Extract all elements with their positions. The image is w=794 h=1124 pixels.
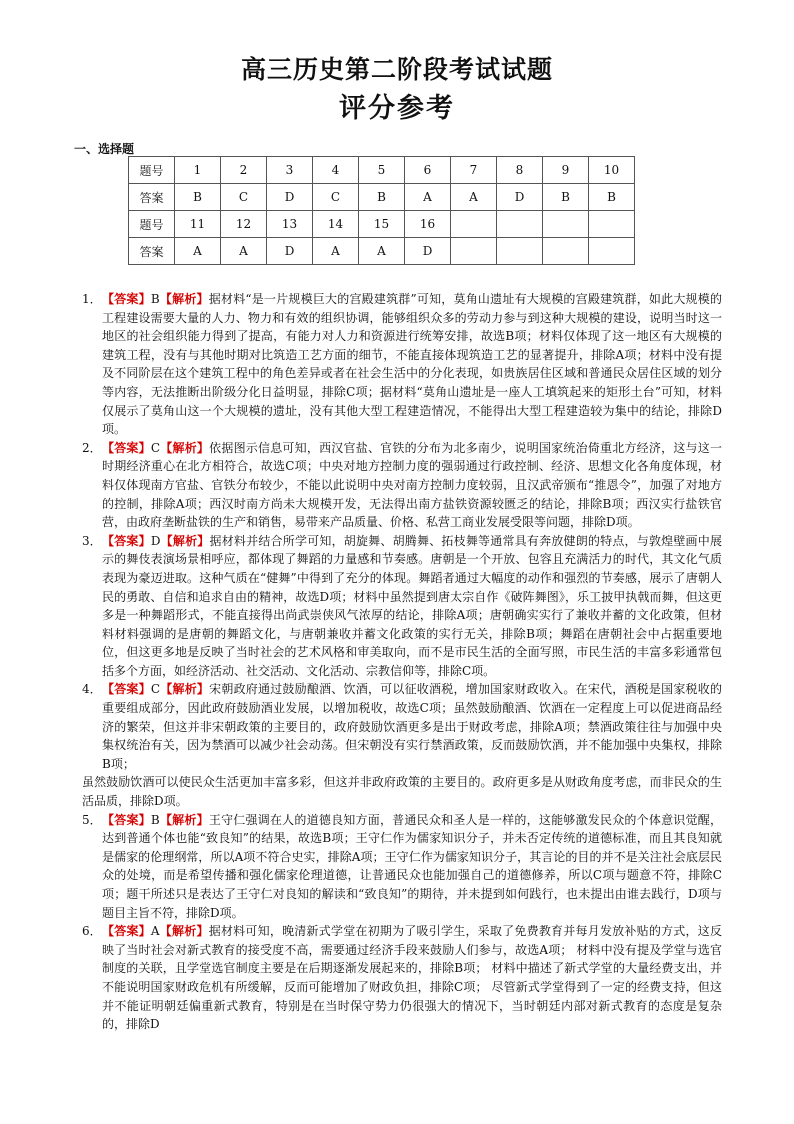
- table-cell: 13: [267, 211, 313, 238]
- section-heading: 一、选择题: [74, 142, 135, 156]
- table-cell: [589, 238, 635, 265]
- analysis-tag: 【解析】: [160, 682, 210, 697]
- table-cell: 7: [451, 157, 497, 184]
- table-cell: A: [405, 184, 451, 211]
- item-number: 6．: [82, 924, 102, 939]
- table-cell: 12: [221, 211, 267, 238]
- answer-letter: B: [150, 812, 160, 827]
- explanation-text: 据材料“是一片规模巨大的宫殿建筑群”可知，莫角山遗址有大规模的宫殿建筑群，如此大规模的工程建设需要大量的人力、物力和有效的组织协调，能够组织众多的劳动力参与到这种大规模的建设，说明当时这一地区的社会组织能力得到了提高，有能力对人力和资源进行统筹安排，故选B项；材料仅体现了这一地区有大规模的建筑工程，没有与其他时期对比筑造工艺方面的细节，不能直接体现筑造工艺的显著提升，排除A项；材料中没有提及不同阶层在这个建筑工程中的角色差异或者在社会生活中的分化表现，如贵族居住区域和普通民众居住区域的划分等内容，无法推断出阶级分化日益明显，排除C项；据材料“莫角山遗址是一座人工填筑起来的矩形土台”可知，材料仅展示了莫角山这一个大规模的遗址，没有其他大型工程建造情况，不能得出大型工程建造较为集中的结论，排除D项。: [102, 292, 722, 437]
- explanation-text: 据材料并结合所学可知，胡旋舞、胡腾舞、拓枝舞等通常具有奔放健朗的特点，与敦煌壁画中展示的舞伎表演场景相呼应，都体现了舞蹈的力量感和节奏感。唐朝是一个开放、包容且充满活力的时代，其文化气质表现为豪迈进取。这种气质在“健舞”中得到了充分的体现。舞蹈者通过大幅度的动作和强烈的节奏感，展示了唐朝人民的勇敢、自信和追求自由的精神，故选D项；材料中虽然提到唐太宗自作《破阵舞图》，乐工披甲执戟而舞，但这更多是一种舞蹈形式，不能直接得出尚武崇侠风气浓厚的结论，排除A项；唐朝确实实行了兼收并蓄的文化政策，但材料材料强调的是唐朝的舞蹈文化，与唐朝兼收并蓄文化政策的实行无关，排除B项；舞蹈在唐朝社会中占据重要地位，但这更多地是反映了当时社会的艺术风格和审美取向，而不是市民生活的全面写照，市民生活的丰富多彩通常包括多个方面，如经济活动、社交活动、文化活动、宗教信仰等，排除C项。: [102, 533, 722, 678]
- explanation-item-5: [82, 811, 722, 923]
- answer-tag: 【答案】: [102, 440, 151, 455]
- explanation-text: 据材料可知，晚清新式学堂在初期为了吸引学生，采取了免费教育并每月发放补贴的方式，这反映了当时社会对新式教育的接受度不高，需要通过经济手段来鼓励人们参与，故选A项； 材料中没有提及学堂与选官制度的关联，且学堂选官制度主要是在后期逐渐发展起来的，排除B项； 材料中描述了新式学堂的大量经费支出，并不能说明国家财政危机有所缓解，反而可能增加了财政负担，排除C项； 尽管新式学堂得到了一定的经费支持，但这并不能证明朝廷偏重新式教育，特别是在当时保守势力仍很强大的情况下，当时朝廷内部对新式教育的态度是复杂的，排除D: [102, 924, 722, 1032]
- table-cell: 16: [405, 211, 451, 238]
- answer-tag: 【答案】: [102, 924, 151, 939]
- analysis-tag: 【解析】: [160, 533, 210, 548]
- row-label-question: 题号: [129, 211, 175, 238]
- item-number: 5．: [82, 812, 102, 827]
- item-number: 3．: [82, 533, 102, 548]
- table-cell: 3: [267, 157, 313, 184]
- row-label-question: 题号: [129, 157, 175, 184]
- table-cell: 5: [359, 157, 405, 184]
- table-cell: A: [451, 184, 497, 211]
- answer-row-1: [129, 184, 635, 211]
- explanation-item-1: [82, 290, 722, 439]
- table-cell: 11: [175, 211, 221, 238]
- table-cell: D: [267, 184, 313, 211]
- question-row-2: [129, 211, 635, 238]
- analysis-tag: 【解析】: [159, 924, 209, 939]
- table-cell: 2: [221, 157, 267, 184]
- item-number: 4．: [82, 682, 102, 697]
- table-cell: 4: [313, 157, 359, 184]
- table-cell: B: [589, 184, 635, 211]
- analysis-tag: 【解析】: [160, 440, 210, 455]
- explanation-item-6: [82, 922, 722, 1034]
- answer-tag: 【答案】: [102, 682, 151, 697]
- table-cell: [451, 211, 497, 238]
- document-title: 高三历史第二阶段考试试题: [240, 55, 553, 84]
- table-cell: [497, 211, 543, 238]
- explanation-item-2: [82, 439, 722, 532]
- table-cell: [451, 238, 497, 265]
- answer-letter: A: [150, 924, 160, 939]
- table-cell: D: [405, 238, 451, 265]
- table-cell: D: [267, 238, 313, 265]
- table-cell: 9: [543, 157, 589, 184]
- explanation-item-3: [82, 532, 722, 681]
- table-cell: C: [221, 184, 267, 211]
- explanation-item-4: [82, 680, 722, 773]
- table-cell: 1: [175, 157, 221, 184]
- row-label-answer: 答案: [129, 184, 175, 211]
- table-cell: [543, 238, 589, 265]
- explanation-continuation: 虽然鼓励饮酒可以使民众生活更加丰富多彩，但这并非政府政策的主要目的。政府更多是从财政角度考虑，而非民众的生活品质，排除D项。: [82, 775, 722, 809]
- analysis-tag: 【解析】: [159, 812, 209, 827]
- table-cell: 14: [313, 211, 359, 238]
- explanation-text: 宋朝政府通过鼓励酿酒、饮酒，可以征收酒税，增加国家财政收入。在宋代，酒税是国家税收的重要组成部分，因此政府鼓励酒业发展，以增加税收，故选C项；虽然鼓励酿酒、饮酒在一定程度上可以促进商品经济的繁荣，但这并非宋朝政策的主要目的，政府鼓励饮酒更多是出于财政考虑，排除A项；禁酒政策往往与加强中央集权统治有关，因为禁酒可以减少社会动荡。但宋朝没有实行禁酒政策，反而鼓励饮酒，并不能加强中央集权，排除B项；: [102, 682, 722, 771]
- item-number: 2．: [82, 440, 102, 455]
- answer-letter: C: [150, 682, 161, 697]
- table-cell: C: [313, 184, 359, 211]
- explanation-text: 王守仁强调在人的道德良知方面，普通民众和圣人是一样的，这能够激发民众的个体意识觉醒，达到普通个体也能“致良知”的结果，故选B项；王守仁作为儒家知识分子，并未否定传统的道德标准，而且其良知就是儒家的伦理纲常，所以A项不符合史实，排除A项；王守仁作为儒家知识分子，其言论的目的并不是关注社会底层民众的处境，而是希望传播和强化儒家伦理道德，让普通民众也能加强自己的道德修养，所以C项与题意不符，排除C项；题干所述只是表达了王守仁对良知的解读和“致良知”的期待，并未提到如何践行，也未提出由谁去践行，D项与题目主旨不符，排除D项。: [102, 812, 722, 920]
- answer-tag: 【答案】: [102, 292, 151, 306]
- table-cell: A: [359, 238, 405, 265]
- item-number: 1．: [82, 292, 102, 306]
- analysis-tag: 【解析】: [159, 292, 209, 306]
- document-subtitle: 评分参考: [339, 93, 455, 124]
- answer-letter: B: [150, 292, 160, 306]
- explanation-text: 依据图示信息可知，西汉官盐、官铁的分布为北多南少，说明国家统治倚重北方经济，这与这一时期经济重心在北方相符合，故选C项；中央对地方控制力度的强弱通过行政控制、经济、思想文化各角度体现，材料仅体现南方官盐、官铁分布较少，不能以此说明中央对南方控制力度较弱，且汉武帝颁布“推恩令”，加强了对地方的控制，排除A项；西汉时南方尚未大规模开发，无法得出南方盐铁资源较匮乏的结论，排除B项；西汉实行盐铁官营，由政府垄断盐铁的生产和销售，易带来产品质量、价格、私营工商业发展受限等问题，排除D项。: [102, 440, 722, 530]
- table-cell: 10: [589, 157, 635, 184]
- question-row-1: [129, 157, 635, 184]
- table-cell: B: [359, 184, 405, 211]
- table-cell: [589, 211, 635, 238]
- table-cell: 8: [497, 157, 543, 184]
- table-cell: 6: [405, 157, 451, 184]
- explanation-list: [82, 290, 722, 1034]
- answer-letter: D: [150, 533, 161, 548]
- table-cell: B: [175, 184, 221, 211]
- row-label-answer: 答案: [129, 238, 175, 265]
- table-cell: A: [313, 238, 359, 265]
- answer-row-2: [129, 238, 635, 265]
- answer-letter: C: [150, 440, 161, 455]
- table-cell: D: [497, 184, 543, 211]
- table-cell: [497, 238, 543, 265]
- answer-table: [128, 156, 635, 265]
- table-cell: A: [221, 238, 267, 265]
- table-cell: A: [175, 238, 221, 265]
- answer-tag: 【答案】: [102, 533, 151, 548]
- table-cell: B: [543, 184, 589, 211]
- answer-tag: 【答案】: [102, 812, 151, 827]
- table-cell: 15: [359, 211, 405, 238]
- table-cell: [543, 211, 589, 238]
